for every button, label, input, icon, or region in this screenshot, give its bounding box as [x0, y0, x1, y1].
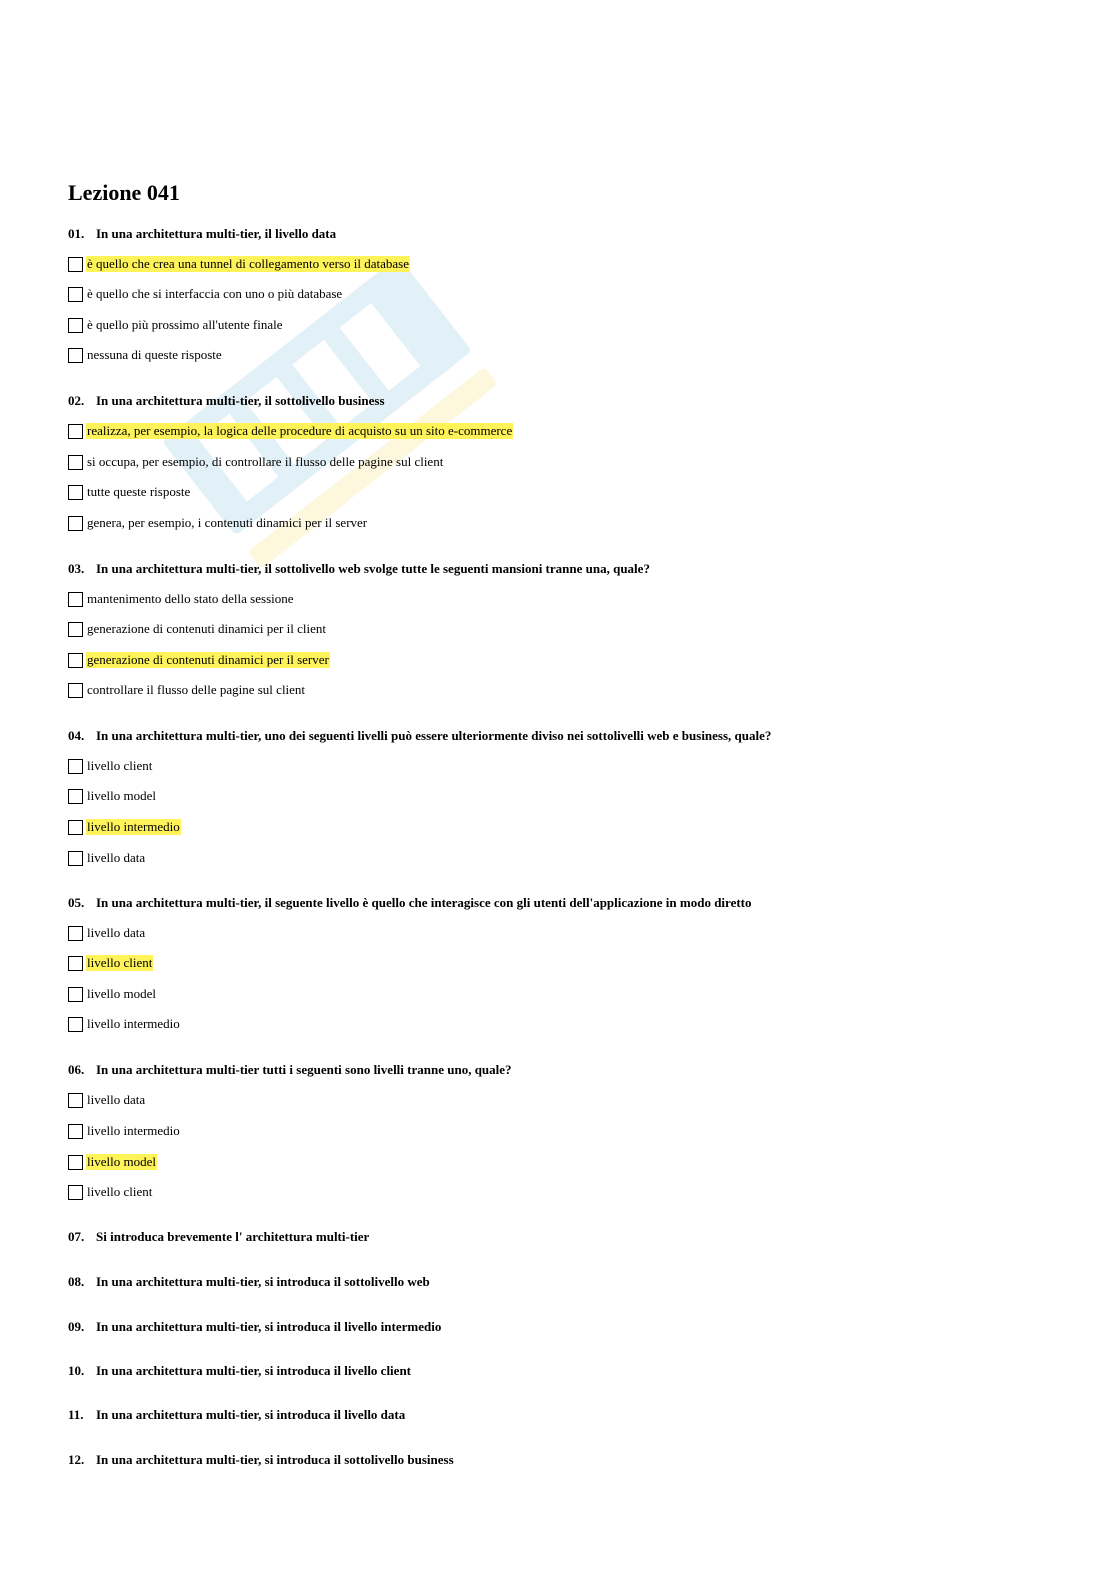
answer-option[interactable] [68, 1183, 153, 1201]
question-text: In una architettura multi-tier, si introduca il sottolivello business [96, 1452, 454, 1467]
answer-text-highlighted: è quello che crea una tunnel di collegamento verso il database [87, 256, 409, 271]
checkbox[interactable] [68, 1093, 83, 1108]
question-number: 03. [68, 561, 85, 576]
question-text: In una architettura multi-tier, il seguente livello è quello che interagisce con gli utenti dell'applicazione in modo diretto [96, 895, 752, 910]
checkbox[interactable] [68, 257, 83, 272]
checkbox[interactable] [68, 1185, 83, 1200]
checkbox[interactable] [68, 1017, 83, 1032]
answer-option[interactable] [68, 1015, 181, 1033]
question-number: 05. [68, 895, 85, 910]
answer-option[interactable] [68, 346, 223, 364]
question-07 [68, 1229, 369, 1245]
checkbox[interactable] [68, 1155, 83, 1170]
answer-text: livello data [87, 925, 146, 940]
answer-option[interactable] [68, 1122, 181, 1140]
question-01 [68, 226, 336, 242]
answer-option[interactable] [68, 1091, 146, 1109]
answer-text: livello model [87, 986, 156, 1001]
question-number: 08. [68, 1274, 85, 1289]
checkbox[interactable] [68, 956, 83, 971]
answer-option[interactable] [68, 787, 157, 805]
question-text: In una architettura multi-tier tutti i seguenti sono livelli tranne uno, quale? [96, 1062, 512, 1077]
answer-text: tutte queste risposte [87, 484, 191, 499]
question-number: 11. [68, 1407, 84, 1422]
answer-text-highlighted: generazione di contenuti dinamici per il server [87, 652, 329, 667]
question-number: 10. [68, 1363, 85, 1378]
question-number: 12. [68, 1452, 85, 1467]
answer-text: livello data [87, 1092, 146, 1107]
answer-text-highlighted: livello intermedio [87, 819, 180, 834]
question-number: 06. [68, 1062, 85, 1077]
answer-option[interactable] [68, 285, 343, 303]
checkbox[interactable] [68, 348, 83, 363]
answer-text-highlighted: livello client [87, 955, 153, 970]
question-02 [68, 393, 385, 409]
answer-option[interactable] [68, 514, 368, 532]
question-number: 04. [68, 728, 85, 743]
answer-text: è quello che si interfaccia con uno o più database [87, 286, 343, 301]
answer-text: nessuna di queste risposte [87, 347, 222, 362]
question-04 [68, 728, 771, 744]
question-text: In una architettura multi-tier, il sottolivello business [96, 393, 385, 408]
question-11 [68, 1407, 405, 1423]
answer-option[interactable] [68, 483, 191, 501]
question-text: In una architettura multi-tier, si introduca il livello data [96, 1407, 406, 1422]
answer-option[interactable] [68, 757, 153, 775]
question-text: In una architettura multi-tier, si introduca il sottolivello web [96, 1274, 430, 1289]
answer-text: è quello più prossimo all'utente finale [87, 317, 283, 332]
checkbox[interactable] [68, 485, 83, 500]
answer-option[interactable] [68, 954, 153, 972]
question-text: In una architettura multi-tier, uno dei seguenti livelli può essere ulteriormente diviso nei sottolivelli web e business, quale? [96, 728, 772, 743]
answer-text: si occupa, per esempio, di controllare il flusso delle pagine sul client [87, 454, 444, 469]
question-09 [68, 1319, 441, 1335]
checkbox[interactable] [68, 1124, 83, 1139]
answer-text: livello model [87, 788, 156, 803]
checkbox[interactable] [68, 926, 83, 941]
answer-option[interactable] [68, 985, 157, 1003]
page-title: Lezione 041 [68, 180, 180, 205]
question-05 [68, 895, 752, 911]
answer-option[interactable] [68, 422, 513, 440]
answer-option[interactable] [68, 453, 444, 471]
question-12 [68, 1452, 454, 1468]
answer-text-highlighted: realizza, per esempio, la logica delle procedure di acquisto su un sito e-commerce [87, 423, 513, 438]
question-03 [68, 561, 650, 577]
checkbox[interactable] [68, 592, 83, 607]
checkbox[interactable] [68, 516, 83, 531]
question-number: 07. [68, 1229, 85, 1244]
answer-option[interactable] [68, 849, 146, 867]
answer-text: controllare il flusso delle pagine sul client [87, 682, 306, 697]
checkbox[interactable] [68, 622, 83, 637]
answer-text: generazione di contenuti dinamici per il client [87, 621, 326, 636]
checkbox[interactable] [68, 424, 83, 439]
question-06 [68, 1062, 512, 1078]
answer-text-highlighted: livello model [87, 1154, 156, 1169]
answer-text: livello client [87, 758, 153, 773]
checkbox[interactable] [68, 820, 83, 835]
checkbox[interactable] [68, 683, 83, 698]
question-number: 02. [68, 393, 85, 408]
checkbox[interactable] [68, 287, 83, 302]
answer-text: genera, per esempio, i contenuti dinamici per il server [87, 515, 368, 530]
answer-option[interactable] [68, 316, 284, 334]
answer-text: livello intermedio [87, 1123, 180, 1138]
answer-option[interactable] [68, 620, 327, 638]
answer-option[interactable] [68, 651, 330, 669]
answer-option[interactable] [68, 255, 410, 273]
question-number: 09. [68, 1319, 85, 1334]
answer-text: livello data [87, 850, 146, 865]
checkbox[interactable] [68, 987, 83, 1002]
question-number: 01. [68, 226, 85, 241]
checkbox[interactable] [68, 789, 83, 804]
answer-option[interactable] [68, 681, 306, 699]
question-text: In una architettura multi-tier, il livello data [96, 226, 337, 241]
checkbox[interactable] [68, 318, 83, 333]
question-text: In una architettura multi-tier, il sottolivello web svolge tutte le seguenti mansioni tranne una, quale? [96, 561, 650, 576]
question-text: In una architettura multi-tier, si introduca il livello client [96, 1363, 412, 1378]
checkbox[interactable] [68, 455, 83, 470]
answer-option[interactable] [68, 1153, 157, 1171]
question-10 [68, 1363, 411, 1379]
answer-text: livello intermedio [87, 1016, 180, 1031]
answer-text: livello client [87, 1184, 153, 1199]
question-08 [68, 1274, 430, 1290]
question-text: Si introduca brevemente l' architettura multi-tier [96, 1229, 370, 1244]
checkbox[interactable] [68, 653, 83, 668]
question-text: In una architettura multi-tier, si introduca il livello intermedio [96, 1319, 442, 1334]
checkbox[interactable] [68, 759, 83, 774]
checkbox[interactable] [68, 851, 83, 866]
answer-option[interactable] [68, 818, 181, 836]
answer-option[interactable] [68, 924, 146, 942]
answer-option[interactable] [68, 590, 295, 608]
answer-text: mantenimento dello stato della sessione [87, 591, 294, 606]
